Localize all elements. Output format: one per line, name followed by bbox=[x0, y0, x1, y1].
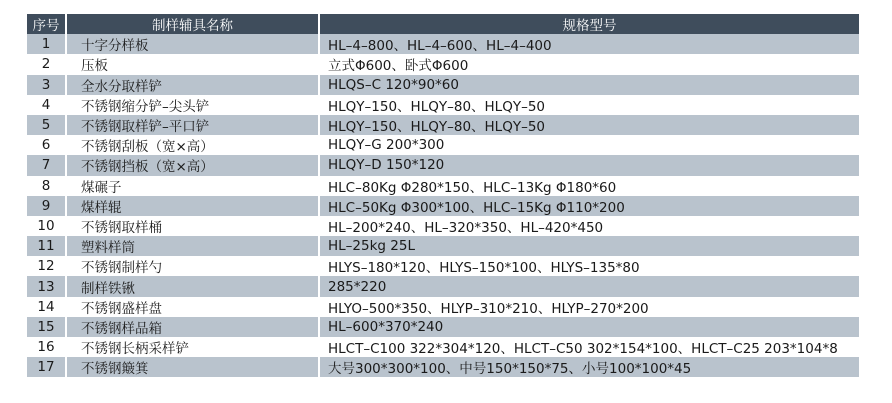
row-spec: HL–600*370*240 bbox=[320, 317, 859, 337]
row-spec: 285*220 bbox=[320, 276, 859, 296]
row-name: 不锈钢制样勺 bbox=[67, 256, 318, 276]
row-spec: 大号300*300*100、中号150*150*75、小号100*100*45 bbox=[320, 357, 859, 377]
row-spec: HLC–50Kg Φ300*100、HLC–15Kg Φ110*200 bbox=[320, 196, 859, 216]
table-row bbox=[27, 34, 859, 54]
table-row bbox=[27, 256, 859, 276]
row-name: 塑料样筒 bbox=[67, 236, 318, 256]
row-index: 4 bbox=[27, 95, 65, 115]
table-row bbox=[27, 337, 859, 357]
row-index: 11 bbox=[27, 236, 65, 256]
table-row bbox=[27, 357, 859, 377]
header-index: 序号 bbox=[27, 14, 65, 34]
row-index: 6 bbox=[27, 135, 65, 155]
row-index: 12 bbox=[27, 256, 65, 276]
row-index: 13 bbox=[27, 276, 65, 296]
row-spec: HL–25kg 25L bbox=[320, 236, 859, 256]
table-row bbox=[27, 135, 859, 155]
row-index: 17 bbox=[27, 357, 65, 377]
row-spec: HLQS–C 120*90*60 bbox=[320, 75, 859, 95]
row-spec: HLQY–150、HLQY–80、HLQY–50 bbox=[320, 115, 859, 135]
row-index: 1 bbox=[27, 34, 65, 54]
table-row bbox=[27, 236, 859, 256]
table-row bbox=[27, 216, 859, 236]
row-index: 5 bbox=[27, 115, 65, 135]
row-index: 9 bbox=[27, 196, 65, 216]
table-body bbox=[27, 34, 859, 377]
row-name: 不锈钢挡板（宽×高） bbox=[67, 155, 318, 175]
row-name: 不锈钢盛样盘 bbox=[67, 297, 318, 317]
table-row bbox=[27, 115, 859, 135]
row-index: 10 bbox=[27, 216, 65, 236]
row-name: 不锈钢簸箕 bbox=[67, 357, 318, 377]
row-index: 3 bbox=[27, 75, 65, 95]
table-row bbox=[27, 95, 859, 115]
table-row bbox=[27, 276, 859, 296]
row-name: 不锈钢缩分铲–尖头铲 bbox=[67, 95, 318, 115]
table-row bbox=[27, 176, 859, 196]
row-name: 不锈钢取样铲–平口铲 bbox=[67, 115, 318, 135]
row-spec: HLQY–D 150*120 bbox=[320, 155, 859, 175]
row-name: 不锈钢取样桶 bbox=[67, 216, 318, 236]
row-name: 制样铁锹 bbox=[67, 276, 318, 296]
row-spec: HLYO–500*350、HLYP–310*210、HLYP–270*200 bbox=[320, 297, 859, 317]
row-spec: HLQY–150、HLQY–80、HLQY–50 bbox=[320, 95, 859, 115]
row-spec: HLC–80Kg Φ280*150、HLC–13Kg Φ180*60 bbox=[320, 176, 859, 196]
row-index: 7 bbox=[27, 155, 65, 175]
table-row bbox=[27, 297, 859, 317]
table-row bbox=[27, 54, 859, 74]
row-spec: HL–4–800、HL–4–600、HL–4–400 bbox=[320, 34, 859, 54]
row-spec: HLQY–G 200*300 bbox=[320, 135, 859, 155]
table-header bbox=[27, 14, 859, 34]
row-index: 8 bbox=[27, 176, 65, 196]
row-name: 不锈钢刮板（宽×高） bbox=[67, 135, 318, 155]
row-index: 15 bbox=[27, 317, 65, 337]
row-name: 不锈钢样品箱 bbox=[67, 317, 318, 337]
row-name: 煤样辊 bbox=[67, 196, 318, 216]
row-index: 16 bbox=[27, 337, 65, 357]
table-row bbox=[27, 155, 859, 175]
table-row bbox=[27, 317, 859, 337]
row-spec: HL–200*240、HL–320*350、HL–420*450 bbox=[320, 216, 859, 236]
row-index: 14 bbox=[27, 297, 65, 317]
row-index: 2 bbox=[27, 54, 65, 74]
row-spec: HLCT–C100 322*304*120、HLCT–C50 302*154*100、HLCT–C25 203*104*8 bbox=[320, 337, 859, 357]
spec-table bbox=[27, 14, 859, 377]
row-name: 压板 bbox=[67, 54, 318, 74]
row-name: 煤碾子 bbox=[67, 176, 318, 196]
row-name: 全水分取样铲 bbox=[67, 75, 318, 95]
header-spec: 规格型号 bbox=[320, 14, 859, 34]
row-name: 十字分样板 bbox=[67, 34, 318, 54]
row-spec: 立式Φ600、卧式Φ600 bbox=[320, 54, 859, 74]
header-name: 制样辅具名称 bbox=[67, 14, 318, 34]
table-row bbox=[27, 196, 859, 216]
row-spec: HLYS–180*120、HLYS–150*100、HLYS–135*80 bbox=[320, 256, 859, 276]
table-row bbox=[27, 75, 859, 95]
row-name: 不锈钢长柄采样铲 bbox=[67, 337, 318, 357]
